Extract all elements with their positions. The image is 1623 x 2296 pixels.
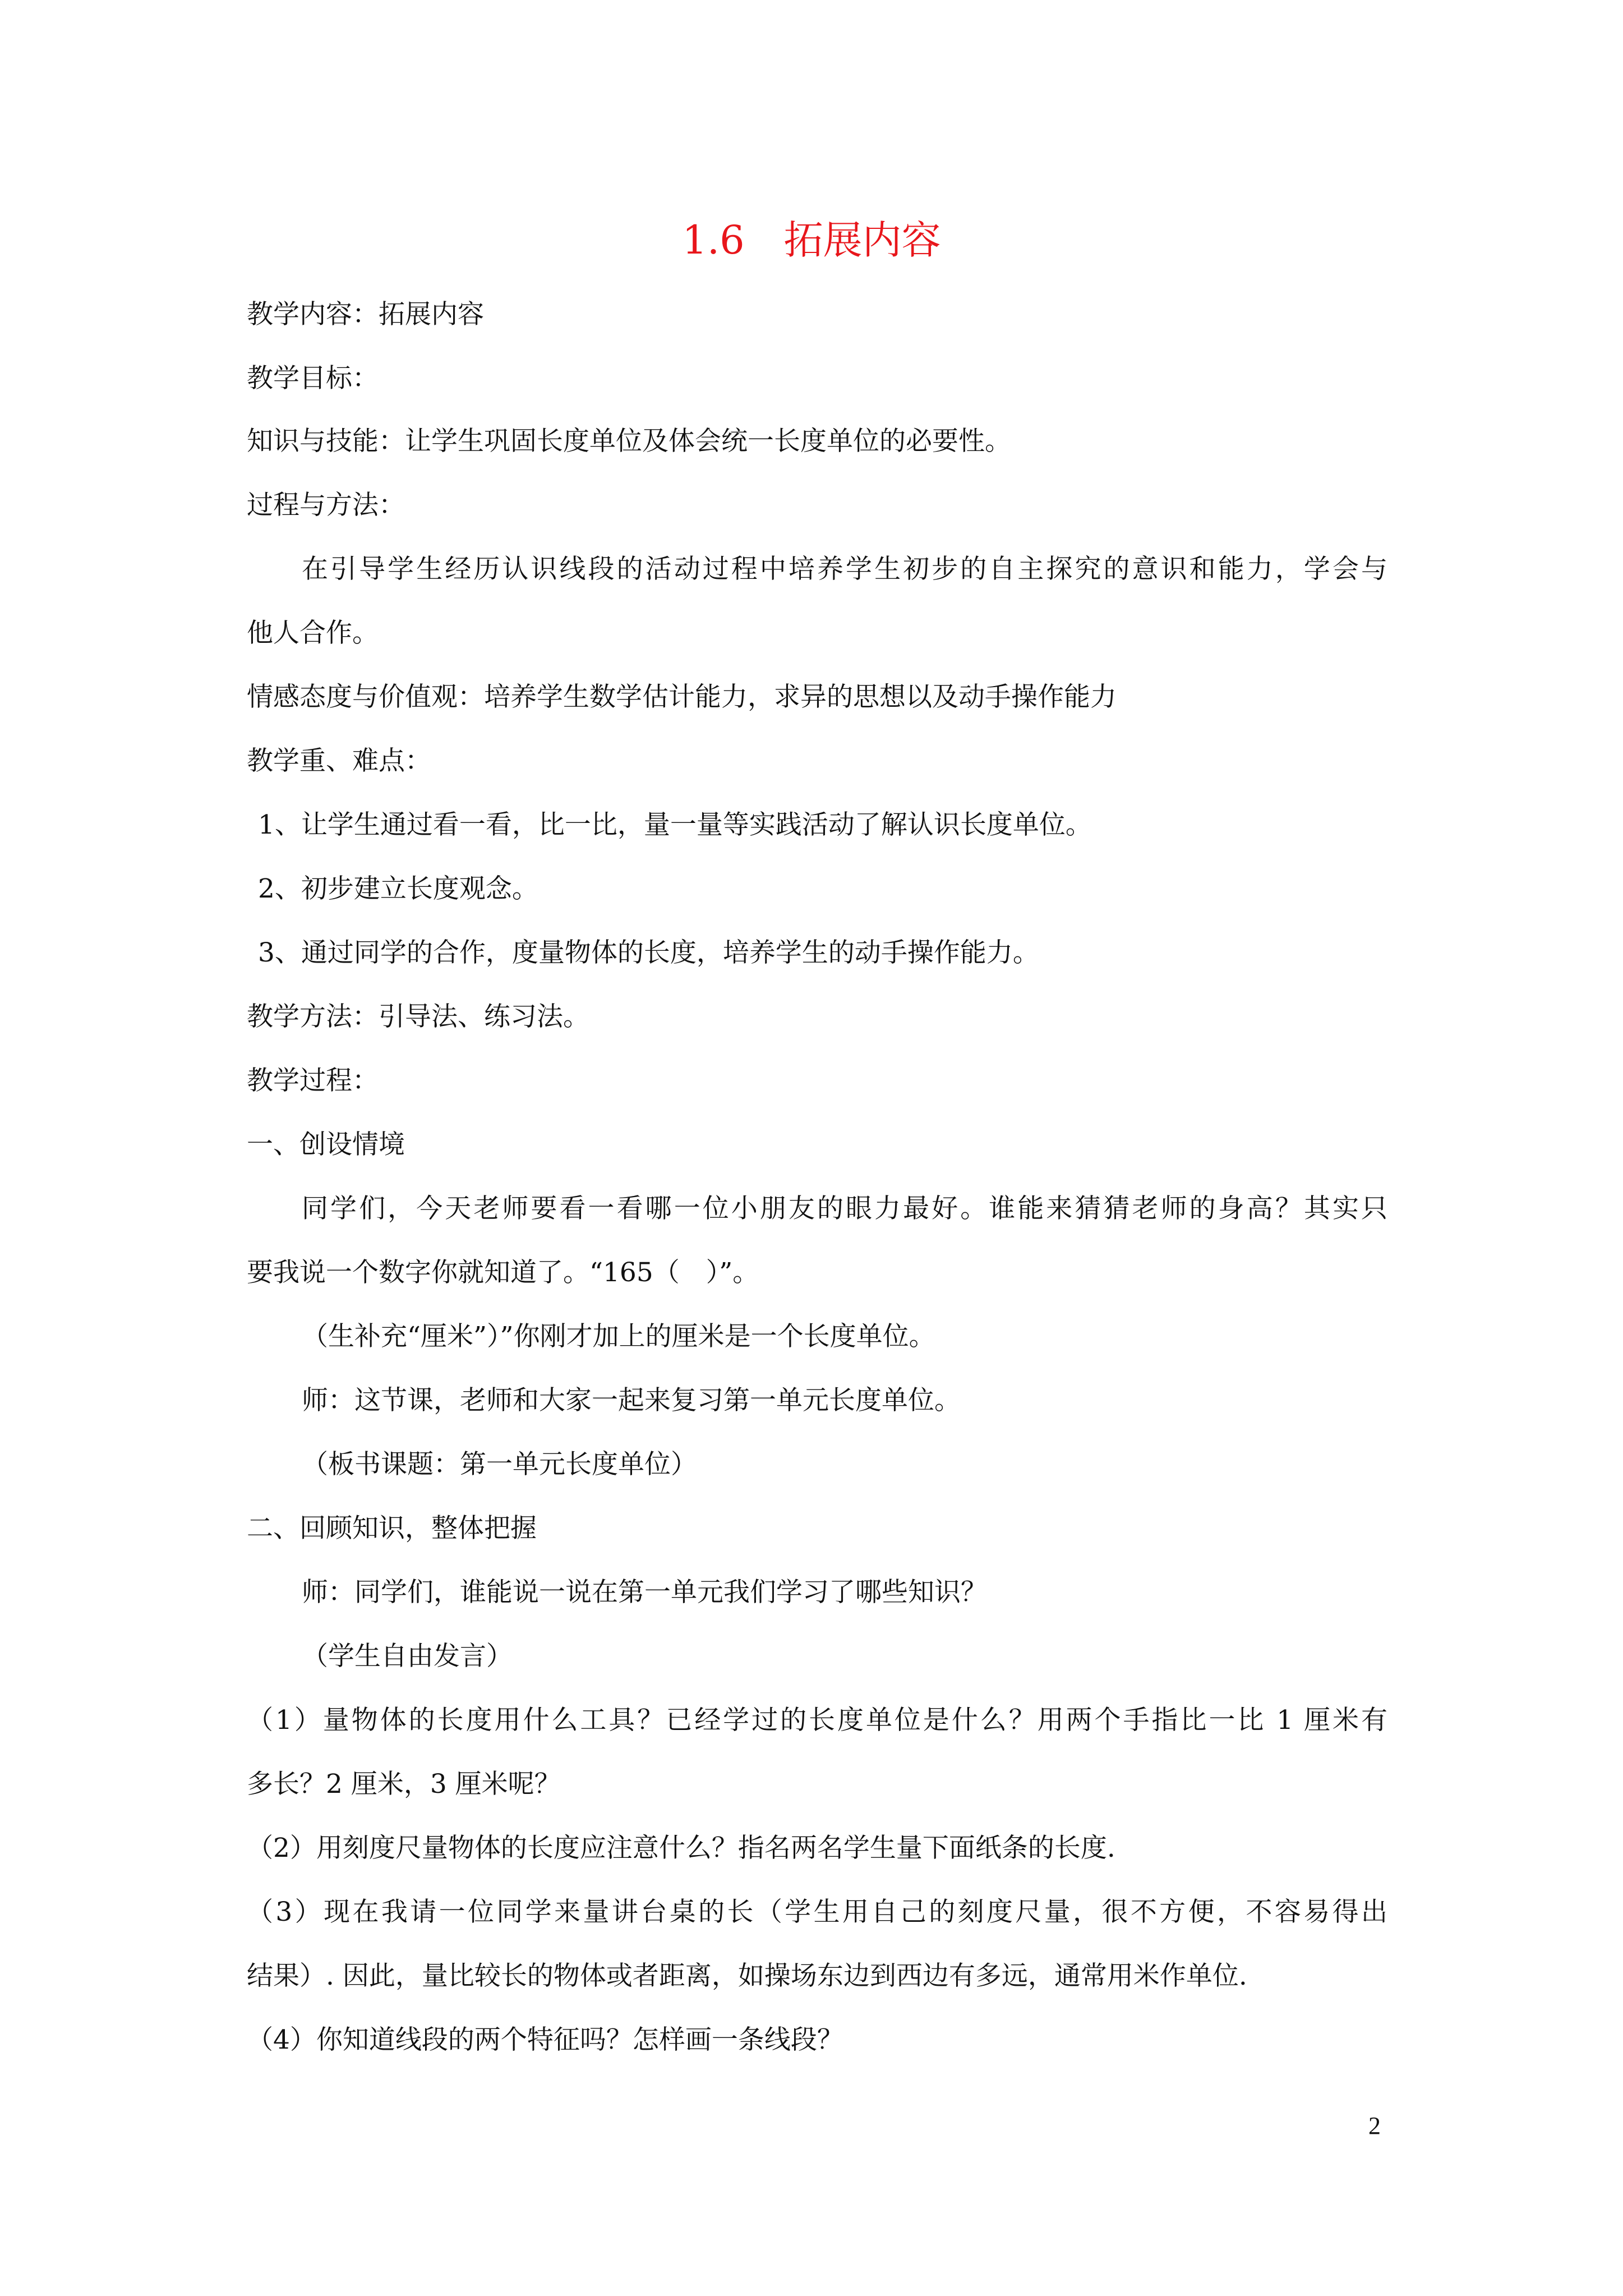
- key-point-3: 3、通过同学的合作，度量物体的长度，培养学生的动手操作能力。: [258, 937, 1039, 968]
- process-method-text-line-1: 在引导学生经历认识线段的活动过程中培养学生初步的自主探究的意识和能力，学会与: [302, 554, 1387, 585]
- section-2-heading: 二、回顾知识，整体把握: [247, 1513, 537, 1544]
- section-1-paragraph-line-1: 同学们，今天老师要看一看哪一位小朋友的眼力最好。谁能来猜猜老师的身高？其实只: [302, 1193, 1387, 1224]
- teaching-content-line: 教学内容：拓展内容: [247, 299, 484, 330]
- knowledge-skills-line: 知识与技能：让学生巩固长度单位及体会统一长度单位的必要性。: [247, 426, 1011, 457]
- section-1-student-supplement: （生补充“厘米”）”你刚才加上的厘米是一个长度单位。: [302, 1321, 935, 1352]
- page-number: 2: [1368, 2112, 1381, 2139]
- question-1-line-1: （1）量物体的长度用什么工具？已经学过的长度单位是什么？用两个手指比一比 1 厘米有: [247, 1705, 1387, 1736]
- question-3-line-2: 结果）. 因此，量比较长的物体或者距离，如操场东边到西边有多远，通常用米作单位.: [247, 1961, 1247, 1991]
- question-1-line-2: 多长？2 厘米，3 厘米呢？: [247, 1769, 561, 1800]
- question-4: （4）你知道线段的两个特征吗？怎样画一条线段？: [247, 2024, 843, 2055]
- emotion-values-line: 情感态度与价值观：培养学生数学估计能力，求异的思想以及动手操作能力: [247, 682, 1117, 712]
- question-3-line-1: （3）现在我请一位同学来量讲台桌的长（学生用自己的刻度尺量，很不方便，不容易得出: [247, 1897, 1387, 1927]
- section-1-board-title: （板书课题：第一单元长度单位）: [302, 1449, 697, 1480]
- question-2: （2）用刻度尺量物体的长度应注意什么？指名两名学生量下面纸条的长度.: [247, 1833, 1115, 1864]
- key-points-heading: 教学重、难点：: [247, 746, 431, 776]
- teaching-process-heading: 教学过程：: [247, 1065, 379, 1096]
- section-1-teacher-line: 师：这节课，老师和大家一起来复习第一单元长度单位。: [302, 1385, 961, 1416]
- teaching-goals-heading: 教学目标：: [247, 363, 379, 394]
- page-title: 1.6 拓展内容: [682, 217, 941, 263]
- section-1-heading: 一、创设情境: [247, 1129, 405, 1160]
- key-point-2: 2、初步建立长度观念。: [258, 873, 538, 904]
- section-2-teacher-question: 师：同学们，谁能说一说在第一单元我们学习了哪些知识？: [302, 1577, 987, 1608]
- section-1-paragraph-line-2: 要我说一个数字你就知道了。“165（ ）”。: [247, 1257, 759, 1288]
- process-method-heading: 过程与方法：: [247, 490, 405, 521]
- section-2-student-speak: （学生自由发言）: [302, 1641, 513, 1672]
- process-method-text-line-2: 他人合作。: [247, 618, 379, 648]
- key-point-1: 1、让学生通过看一看，比一比，量一量等实践活动了解认识长度单位。: [258, 809, 1092, 840]
- teaching-method-line: 教学方法：引导法、练习法。: [247, 1001, 589, 1032]
